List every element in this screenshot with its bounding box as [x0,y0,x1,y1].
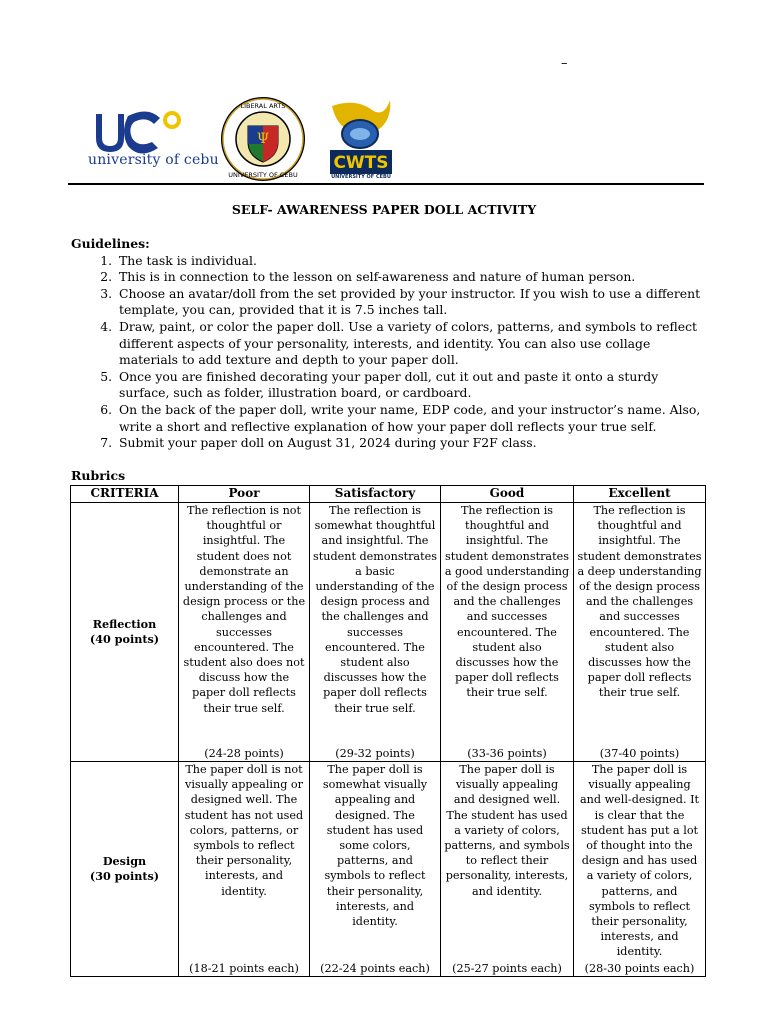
page-title: SELF- AWARENESS PAPER DOLL ACTIVITY [231,202,537,217]
column-header-excellent: Excellent [574,486,706,503]
rubric-cell [441,762,574,977]
guideline-item: 6. On the back of the paper doll, write your name, EDP code, and your instructor’s name. Also, write a short and reflective explanation of how your paper doll reflects your true self. [116,402,711,435]
header-dash: – [561,56,568,71]
guidelines-section [71,236,711,452]
guideline-item: 2. This is in connection to the lesson on self-awareness and nature of human person. [116,269,711,286]
criteria-name: Reflection [92,616,157,631]
criteria-points: (30 points) [89,869,160,883]
column-header-good: Good [441,486,574,503]
rubric-row-reflection [71,503,706,762]
rubric-cell [574,503,706,762]
criteria-name: Design [102,853,147,868]
rubric-points: (33-36 points) [467,746,547,760]
header-divider [68,183,704,185]
column-header-poor: Poor [179,486,310,503]
criteria-points: (40 points) [89,632,160,646]
rubric-points: (24-28 points) [204,746,284,760]
rubrics-heading: Rubrics [71,468,126,483]
logo-banner [80,92,410,184]
guideline-item: 7. Submit your paper doll on August 31, 2024 during your F2F class. [116,435,711,452]
svg-text:UNIVERSITY OF CEBU: UNIVERSITY OF CEBU [228,171,298,179]
rubric-cell [441,503,574,762]
guideline-item: 4. Draw, paint, or color the paper doll. Use a variety of colors, patterns, and symbols to reflect different aspects of your personality, interests, and identity. You can also use collage materials to add texture and depth to your paper doll. [116,319,711,369]
rubric-cell [179,503,310,762]
guideline-item: 1. The task is individual. [116,253,711,270]
column-header-satisfactory: Satisfactory [310,486,441,503]
cwts-logo [326,96,396,180]
rubric-table [70,485,706,977]
criteria-cell [71,503,179,762]
rubric-points: (37-40 points) [599,746,680,760]
rubric-points: (28-30 points each) [584,961,695,975]
guideline-item: 5. Once you are finished decorating your paper doll, cut it out and paste it onto a sturdy surface, such as folder, illustration board, or cardboard. [116,369,711,402]
university-of-cebu-logo-text: university of cebu [88,152,219,168]
rubric-cell [574,762,706,977]
rubric-header-row [71,486,706,503]
guidelines-list [71,253,711,452]
rubric-description: The paper doll is somewhat visually appealing and designed. The student has used some colors, patterns, and symbols to reflect their personality, interests, and identity. [322,763,428,929]
cwts-logo-text: CWTS [333,153,389,173]
rubric-points: (22-24 points each) [320,961,430,975]
svg-text:Ψ: Ψ [256,131,270,147]
rubric-points: (29-32 points) [335,746,415,760]
rubric-description: The reflection is not thoughtful or insightful. The student does not demonstrate an understanding of the design process or the challenges and successes encountered. The student also does not discuss how the paper doll reflects their true self. [182,504,306,715]
rubric-description: The reflection is thoughtful and insightful. The student demonstrates a deep understanding of the design process and the challenges and successes encountered. The student also discusses how the paper doll reflects their true self. [577,504,702,700]
rubric-row-design [71,762,706,977]
column-header-criteria: CRITERIA [71,486,179,503]
rubric-points: (25-27 points each) [452,961,562,975]
rubric-description: The reflection is somewhat thoughtful and insightful. The student demonstrates a basic understanding of the design process and the challenges and successes encountered. The student also discusses how the paper doll reflects their true self. [313,504,437,715]
college-of-liberal-arts-seal [220,96,306,182]
rubric-points: (18-21 points each) [189,961,299,975]
rubric-cell [310,762,441,977]
rubric-description: The paper doll is visually appealing and well-designed. It is clear that the student has put a lot of thought into the design and has used a variety of colors, patterns, and symbols to reflect their personality, interests, and identity. [579,763,699,959]
rubric-description: The reflection is thoughtful and insightful. The student demonstrates a good understanding of the design process and the challenges and successes encountered. The student also discusses how the paper doll reflects their true self. [444,504,570,700]
rubric-description: The paper doll is not visually appealing or designed well. The student has not used colors, patterns, or symbols to reflect their personality, interests, and identity. [184,763,304,898]
rubric-cell [310,503,441,762]
svg-text:UNIVERSITY OF CEBU: UNIVERSITY OF CEBU [331,174,391,180]
guidelines-heading: Guidelines: [71,236,150,251]
svg-text:LIBERAL ARTS: LIBERAL ARTS [240,102,286,110]
criteria-cell [71,762,179,977]
rubric-cell [179,762,310,977]
guideline-item: 3. Choose an avatar/doll from the set provided by your instructor. If you wish to use a different template, you can, provided that it is 7.5 inches tall. [116,286,711,319]
rubric-description: The paper doll is visually appealing and designed well. The student has used a variety of colors, patterns, and symbols to reflect their personality, interests, and identity. [444,763,570,898]
